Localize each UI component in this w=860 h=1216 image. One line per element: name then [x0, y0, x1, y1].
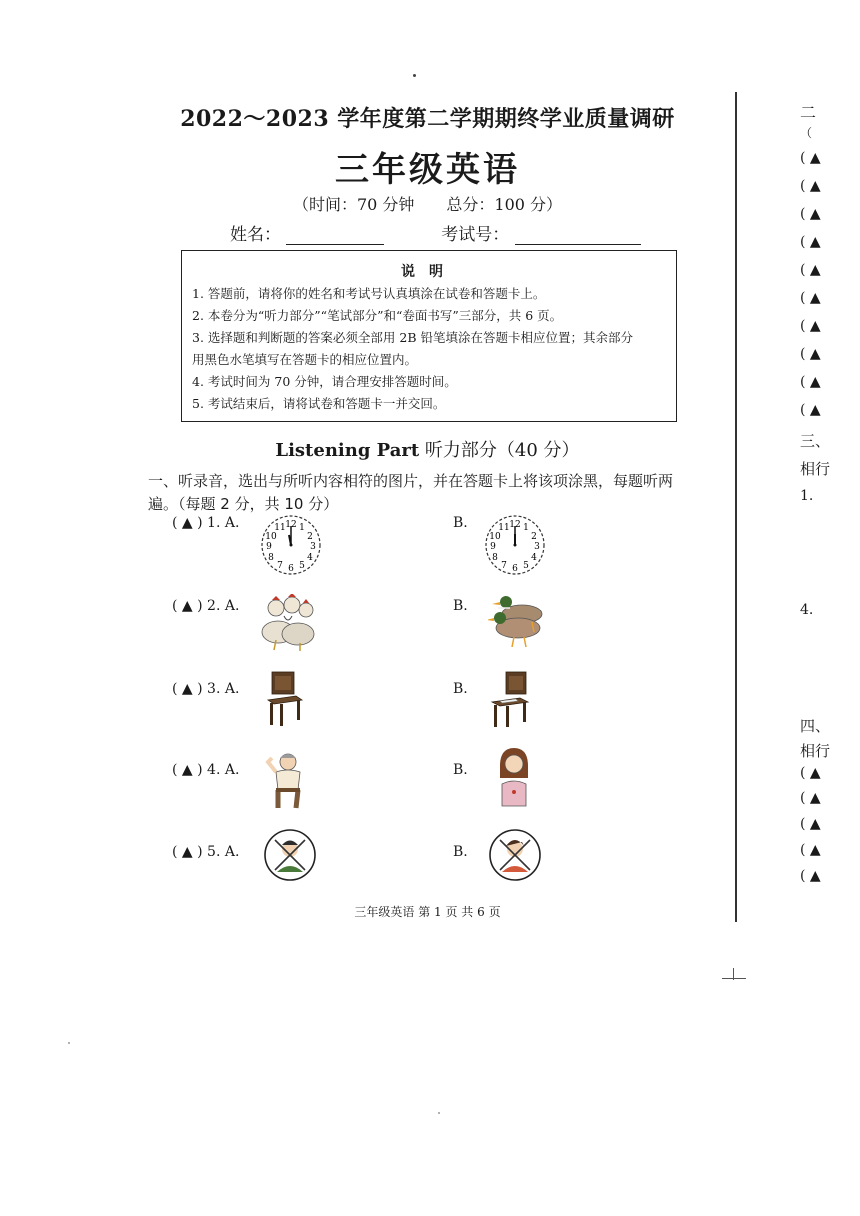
svg-text:12: 12 [509, 520, 521, 530]
woman-icon[interactable] [494, 748, 534, 814]
answer-row: ( ▲ [800, 868, 821, 884]
svg-text:11: 11 [498, 523, 510, 533]
exam-title: 2022～2023 学年度第二学期期终学业质量调研 [180, 106, 675, 132]
listening-heading-cn: 听力部分（40 分） [419, 440, 580, 461]
answer-row: ( ▲ [800, 816, 821, 832]
section4-heading: 四、 [800, 717, 831, 735]
answer-row: ( ▲ [800, 842, 821, 858]
instruction-item: 1. 答题前，请将你的姓名和考试号认真填涂在试卷和答题卡上。 [192, 286, 546, 301]
answer-row: ( ▲ [800, 374, 821, 390]
question-1-option-b: B. [453, 515, 468, 531]
scan-speck [68, 1042, 70, 1044]
svg-text:3: 3 [534, 542, 540, 552]
svg-text:4: 4 [307, 553, 313, 563]
question-4-option-b: B. [453, 762, 468, 778]
svg-text:1: 1 [523, 523, 529, 533]
page-footer: 三年级英语 第 1 页 共 6 页 [354, 905, 501, 919]
svg-text:5: 5 [523, 561, 529, 571]
scan-speck [438, 1112, 440, 1114]
hens-icon[interactable] [256, 594, 322, 656]
question-4-label: ( ▲ ) 4. A. [172, 762, 240, 778]
instructions-box [181, 250, 677, 422]
crop-mark [733, 968, 734, 980]
section2-heading: 二 [800, 103, 817, 122]
question-2-label: ( ▲ ) 2. A. [172, 598, 240, 614]
question-3-option-b: B. [453, 681, 468, 697]
section3-item-4: 4. [800, 602, 814, 618]
answer-row: ( ▲ [800, 765, 821, 781]
question-2-option-b: B. [453, 598, 468, 614]
svg-text:12: 12 [285, 520, 297, 530]
question-5-option-b: B. [453, 844, 468, 860]
svg-text:6: 6 [288, 564, 294, 574]
svg-text:10: 10 [265, 532, 277, 542]
svg-text:9: 9 [266, 542, 272, 552]
svg-text:11: 11 [274, 523, 286, 533]
listening-heading [150, 436, 705, 462]
exam-no-label: 考试号： [441, 225, 510, 245]
svg-text:8: 8 [268, 553, 274, 563]
section3-subtext: 相行 [800, 460, 831, 478]
instruction-item: 5. 考试结束后，请将试卷和答题卡一并交回。 [192, 396, 446, 411]
subject-title: 三年级英语 [335, 150, 520, 190]
answer-row: ( ▲ [800, 234, 821, 250]
svg-text:7: 7 [501, 561, 507, 571]
question-5-label: ( ▲ ) 5. A. [172, 844, 240, 860]
answer-row: ( ▲ [800, 290, 821, 306]
clock-icon[interactable] [260, 514, 322, 580]
listening-heading-en: Listening Part [275, 440, 420, 461]
instruction-item: 3. 选择题和判断题的答案必须全部用 2B 铅笔填涂在答题卡相应位置；其余部分 [192, 330, 633, 345]
svg-text:2: 2 [307, 532, 313, 542]
answer-row: ( ▲ [800, 262, 821, 278]
chair-with-book-icon[interactable] [490, 670, 532, 732]
question-1-label: ( ▲ ) 1. A. [172, 515, 240, 531]
answer-row: ( ▲ [800, 178, 821, 194]
question-3-label: ( ▲ ) 3. A. [172, 681, 240, 697]
section4-subtext: 相行 [800, 742, 831, 760]
svg-text:7: 7 [277, 561, 283, 571]
answer-row: ( ▲ [800, 790, 821, 806]
ducks-icon[interactable] [488, 592, 552, 654]
instruction-item: 4. 考试时间为 70 分钟，请合理安排答题时间。 [192, 374, 457, 389]
section2-subtext: （ [800, 126, 813, 140]
name-field[interactable] [286, 226, 384, 245]
instruction-item: 用黑色水笔填写在答题卡的相应位置内。 [192, 352, 418, 367]
svg-text:8: 8 [492, 553, 498, 563]
svg-text:1: 1 [299, 523, 305, 533]
crop-mark [722, 978, 746, 979]
answer-row: ( ▲ [800, 206, 821, 222]
section3-heading: 三、 [800, 432, 831, 450]
chair-icon[interactable] [266, 670, 306, 732]
clock-icon[interactable] [484, 514, 546, 580]
section3-item-1: 1. [800, 488, 814, 504]
svg-text:9: 9 [490, 542, 496, 552]
answer-row: ( ▲ [800, 402, 821, 418]
name-label: 姓名： [230, 225, 281, 245]
answer-row: ( ▲ [800, 150, 821, 166]
svg-text:5: 5 [299, 561, 305, 571]
answer-row: ( ▲ [800, 318, 821, 334]
no-boy-icon[interactable] [263, 828, 317, 886]
section1-instructions: 一、听录音，选出与所听内容相符的图片，并在答题卡上将该项涂黑，每题听两遍。（每题 2 分，共 10 分） [148, 472, 674, 513]
page-divider [735, 92, 737, 922]
svg-text:2: 2 [531, 532, 537, 542]
instruction-item: 2. 本卷分为“听力部分”“笔试部分”和“卷面书写”三部分，共 6 页。 [192, 308, 563, 323]
instructions-title: 说明 [401, 264, 457, 280]
svg-text:4: 4 [531, 553, 537, 563]
svg-text:3: 3 [310, 542, 316, 552]
svg-text:6: 6 [512, 564, 518, 574]
time-info: （时间：70 分钟 总分：100 分） [292, 195, 563, 214]
no-girl-icon[interactable] [488, 828, 542, 886]
answer-row: ( ▲ [800, 346, 821, 362]
print-dot [413, 74, 416, 77]
svg-text:10: 10 [489, 532, 501, 542]
name-row [230, 220, 650, 245]
man-icon[interactable] [264, 750, 308, 814]
exam-no-field[interactable] [515, 226, 641, 245]
